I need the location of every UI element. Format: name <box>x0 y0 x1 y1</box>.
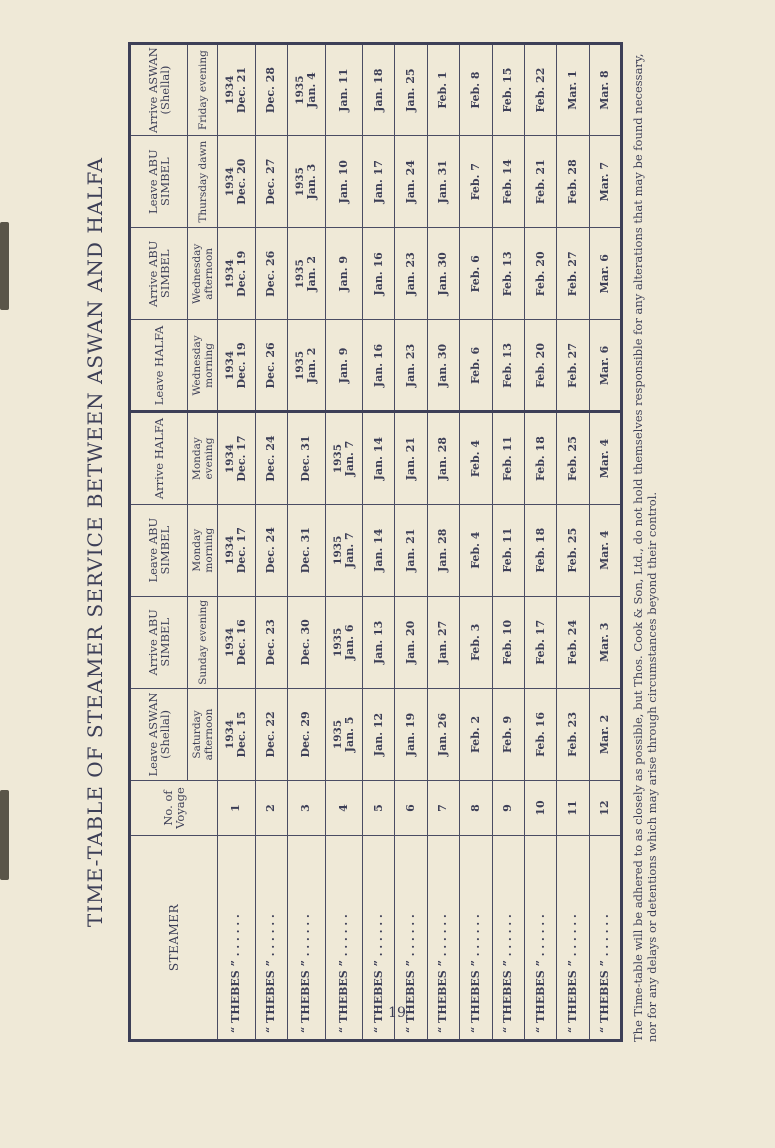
date-label: Dec. 24 <box>264 527 278 574</box>
date-label: Jan. 12 <box>371 712 385 757</box>
date-label: Dec. 16 <box>235 619 249 666</box>
date-label: Feb. 3 <box>468 623 482 661</box>
date-label: Jan. 26 <box>436 712 450 757</box>
date-label: Feb. 27 <box>565 251 579 297</box>
day-label: Thursday dawn <box>188 136 218 228</box>
date-label: Feb. 23 <box>565 712 579 757</box>
date-label: Jan. 23 <box>404 343 418 388</box>
date-cell <box>325 688 363 780</box>
column-header: Leave ABU SIMBEL <box>130 504 188 596</box>
date-cell <box>589 44 621 136</box>
date-cell <box>325 412 363 504</box>
date-label: Feb. 20 <box>533 251 547 297</box>
date-cell <box>492 688 524 780</box>
steamer-name: “ THEBES ” . . . . . . <box>218 836 256 1041</box>
date-label: Dec. 31 <box>299 527 313 574</box>
date-cell <box>325 504 363 596</box>
date-label: Jan. 21 <box>404 436 418 481</box>
voyage-number: 10 <box>524 781 556 836</box>
date-label: Jan. 16 <box>371 343 385 388</box>
table-row <box>557 44 589 1041</box>
steamer-name: “ THEBES ” . . . . . . <box>557 836 589 1041</box>
date-label: Feb. 21 <box>533 159 547 205</box>
date-cell <box>427 504 459 596</box>
date-label: Feb. 11 <box>501 436 515 481</box>
year-label: 1934 <box>224 627 237 657</box>
date-label: Jan. 11 <box>336 68 350 112</box>
date-label: Feb. 4 <box>468 531 482 569</box>
date-label: Jan. 10 <box>336 160 350 204</box>
steamer-name: “ THEBES ” . . . . . . <box>589 836 621 1041</box>
date-cell <box>557 412 589 504</box>
column-header: Arrive ASWAN (Shellal) <box>130 44 188 136</box>
date-cell <box>460 228 492 320</box>
date-cell <box>589 688 621 780</box>
date-cell <box>395 136 427 228</box>
date-label: Feb. 6 <box>468 255 482 293</box>
voyage-header: No. of Voyage <box>130 781 218 836</box>
date-cell <box>589 596 621 688</box>
date-label: Feb. 25 <box>565 527 579 573</box>
date-cell <box>460 412 492 504</box>
date-cell <box>524 44 556 136</box>
date-cell <box>255 504 287 596</box>
date-label: Feb. 28 <box>565 159 579 205</box>
date-label: Dec. 24 <box>264 435 278 482</box>
date-cell <box>557 228 589 320</box>
date-label: Jan. 20 <box>404 620 418 664</box>
steamer-name: “ THEBES ” . . . . . . <box>524 836 556 1041</box>
date-cell <box>363 136 395 228</box>
date-cell <box>589 228 621 320</box>
date-cell <box>427 228 459 320</box>
table-row <box>287 44 325 1041</box>
date-cell <box>287 136 325 228</box>
date-label: Dec. 30 <box>299 619 313 666</box>
table-row <box>395 44 427 1041</box>
date-cell <box>363 596 395 688</box>
voyage-number: 1 <box>218 781 256 836</box>
date-label: Feb. 11 <box>501 527 515 573</box>
date-label: Jan. 6 <box>342 624 356 661</box>
date-label: Feb. 8 <box>468 71 482 109</box>
header-row <box>130 44 188 1041</box>
date-label: Jan. 24 <box>404 160 418 204</box>
table-row <box>460 44 492 1041</box>
timetable <box>128 42 623 1042</box>
day-label: Saturday afternoon <box>188 688 218 780</box>
date-label: Mar. 4 <box>597 530 611 570</box>
date-cell <box>287 412 325 504</box>
year-label: 1934 <box>224 350 237 381</box>
date-label: Jan. 21 <box>404 528 418 572</box>
date-label: Jan. 2 <box>305 347 319 384</box>
steamer-name: “ THEBES ” . . . . . . <box>460 836 492 1041</box>
timetable-body <box>218 44 622 1041</box>
date-cell <box>395 596 427 688</box>
date-cell <box>218 504 256 596</box>
date-cell <box>589 412 621 504</box>
date-label: Feb. 24 <box>565 619 579 665</box>
date-cell <box>395 44 427 136</box>
date-label: Jan. 9 <box>336 255 350 292</box>
date-cell <box>395 412 427 504</box>
year-label: 1935 <box>294 167 307 197</box>
date-cell <box>524 412 556 504</box>
year-label: 1935 <box>294 259 307 289</box>
date-cell <box>255 320 287 412</box>
steamer-name: “ THEBES ” . . . . . . <box>287 836 325 1041</box>
date-label: Jan. 13 <box>371 620 385 664</box>
date-label: Mar. 7 <box>597 161 611 202</box>
day-label: Wednesday afternoon <box>188 228 218 320</box>
date-cell <box>255 412 287 504</box>
date-cell <box>363 688 395 780</box>
voyage-number: 4 <box>325 781 363 836</box>
date-label: Jan. 7 <box>342 532 356 569</box>
year-label: 1935 <box>294 75 307 105</box>
date-cell <box>255 228 287 320</box>
date-label: Jan. 27 <box>436 620 450 664</box>
date-cell <box>218 136 256 228</box>
date-cell <box>492 596 524 688</box>
table-row <box>255 44 287 1041</box>
date-cell <box>460 504 492 596</box>
date-cell <box>524 228 556 320</box>
date-cell <box>287 320 325 412</box>
voyage-number: 2 <box>255 781 287 836</box>
date-label: Feb. 1 <box>436 71 450 109</box>
date-label: Feb. 17 <box>533 619 547 665</box>
date-cell <box>589 320 621 412</box>
date-label: Feb. 22 <box>533 67 547 113</box>
date-label: Feb. 18 <box>533 436 547 481</box>
year-label: 1935 <box>331 719 344 750</box>
date-cell <box>287 688 325 780</box>
date-label: Feb. 20 <box>533 343 547 388</box>
date-cell <box>395 504 427 596</box>
date-label: Feb. 2 <box>468 715 482 754</box>
year-label: 1934 <box>224 75 237 105</box>
date-label: Mar. 6 <box>597 254 611 294</box>
disclaimer-note: The Time-table will be adhered to as closely as possible, but Thos. Cook & Son, Ltd., do not hold themselves responsible for any alterations that may be found necessary, nor for any delays or detentions which may arise through circumstances beyond their control. <box>631 53 659 1042</box>
date-label: Feb. 25 <box>565 436 579 481</box>
date-cell <box>255 596 287 688</box>
steamer-name: “ THEBES ” . . . . . . <box>395 836 427 1041</box>
date-cell <box>363 44 395 136</box>
page-title: TIME-TABLE OF STEAMER SERVICE BETWEEN ASWAN AND HALFA <box>83 156 107 928</box>
date-cell <box>325 228 363 320</box>
date-cell <box>363 228 395 320</box>
date-label: Jan. 23 <box>404 252 418 296</box>
date-label: Dec. 17 <box>235 527 249 574</box>
steamer-header: STEAMER <box>130 836 218 1041</box>
date-cell <box>460 44 492 136</box>
table-row <box>363 44 395 1041</box>
date-label: Jan. 7 <box>342 440 356 477</box>
date-cell <box>524 596 556 688</box>
voyage-number: 7 <box>427 781 459 836</box>
date-cell <box>557 688 589 780</box>
voyage-number: 9 <box>492 781 524 836</box>
voyage-number: 8 <box>460 781 492 836</box>
date-cell <box>218 228 256 320</box>
voyage-number: 5 <box>363 781 395 836</box>
date-cell <box>589 504 621 596</box>
date-label: Jan. 18 <box>371 68 385 112</box>
date-cell <box>218 44 256 136</box>
table-row <box>427 44 459 1041</box>
date-cell <box>363 412 395 504</box>
date-cell <box>460 688 492 780</box>
date-cell <box>492 228 524 320</box>
date-cell <box>524 688 556 780</box>
year-label: 1934 <box>224 719 237 750</box>
date-label: Dec. 20 <box>235 158 249 205</box>
column-header: Arrive ABU SIMBEL <box>130 596 188 688</box>
date-label: Dec. 31 <box>299 435 313 482</box>
year-label: 1934 <box>224 167 237 197</box>
date-cell <box>492 320 524 412</box>
date-cell <box>218 412 256 504</box>
date-cell <box>427 136 459 228</box>
date-cell <box>492 136 524 228</box>
date-label: Dec. 19 <box>235 342 249 389</box>
date-cell <box>363 504 395 596</box>
date-cell <box>557 320 589 412</box>
column-header: Leave ABU SIMBEL <box>130 136 188 228</box>
table-row <box>589 44 621 1041</box>
year-label: 1935 <box>294 350 307 381</box>
date-label: Dec. 21 <box>235 66 249 114</box>
table-row <box>325 44 363 1041</box>
day-label: Wednesday morning <box>188 320 218 412</box>
date-label: Feb. 13 <box>501 343 515 388</box>
date-cell <box>492 504 524 596</box>
voyage-number: 12 <box>589 781 621 836</box>
date-label: Jan. 16 <box>371 252 385 296</box>
steamer-name: “ THEBES ” . . . . . . <box>255 836 287 1041</box>
date-label: Dec. 17 <box>235 435 249 482</box>
date-label: Dec. 28 <box>264 66 278 114</box>
date-label: Jan. 5 <box>342 716 356 753</box>
year-label: 1935 <box>331 443 344 474</box>
date-label: Jan. 30 <box>436 343 450 388</box>
day-label: Monday evening <box>188 412 218 504</box>
voyage-number: 11 <box>557 781 589 836</box>
date-label: Jan. 4 <box>305 72 319 108</box>
date-cell <box>287 228 325 320</box>
binding-mark <box>0 222 9 310</box>
date-cell <box>255 688 287 780</box>
date-cell <box>427 596 459 688</box>
binding-mark <box>0 790 9 880</box>
date-cell <box>492 44 524 136</box>
steamer-name: “ THEBES ” . . . . . . <box>427 836 459 1041</box>
rotated-page <box>78 42 678 1042</box>
date-label: Feb. 9 <box>501 715 515 754</box>
date-label: Jan. 14 <box>371 528 385 572</box>
date-cell <box>395 320 427 412</box>
date-label: Dec. 23 <box>264 619 278 666</box>
column-header: Arrive HALFA <box>130 412 188 504</box>
date-label: Mar. 3 <box>597 622 611 663</box>
steamer-name: “ THEBES ” . . . . . . <box>492 836 524 1041</box>
date-label: Feb. 14 <box>501 159 515 205</box>
column-header: Leave HALFA <box>130 320 188 412</box>
date-cell <box>325 596 363 688</box>
date-label: Dec. 15 <box>235 711 249 758</box>
date-label: Dec. 22 <box>264 711 278 758</box>
date-label: Feb. 15 <box>501 67 515 113</box>
date-label: Jan. 28 <box>436 528 450 572</box>
voyage-number: 3 <box>287 781 325 836</box>
column-header: Arrive ABU SIMBEL <box>130 228 188 320</box>
date-cell <box>524 136 556 228</box>
date-cell <box>427 688 459 780</box>
date-label: Jan. 31 <box>436 160 450 204</box>
date-label: Jan. 9 <box>336 347 350 384</box>
date-label: Dec. 26 <box>264 250 278 297</box>
year-label: 1934 <box>224 259 237 289</box>
date-cell <box>255 136 287 228</box>
date-cell <box>218 320 256 412</box>
steamer-name: “ THEBES ” . . . . . . <box>325 836 363 1041</box>
date-label: Dec. 29 <box>299 711 313 758</box>
date-label: Jan. 17 <box>371 160 385 204</box>
table-row <box>218 44 256 1041</box>
date-label: Feb. 27 <box>565 343 579 388</box>
date-cell <box>557 44 589 136</box>
column-header: Leave ASWAN (Shellal) <box>130 688 188 780</box>
date-cell <box>395 688 427 780</box>
date-cell <box>427 320 459 412</box>
day-label: Friday evening <box>188 44 218 136</box>
table-row <box>524 44 556 1041</box>
date-cell <box>427 412 459 504</box>
date-cell <box>460 320 492 412</box>
steamer-name: “ THEBES ” . . . . . . <box>363 836 395 1041</box>
date-label: Jan. 2 <box>305 255 319 292</box>
date-label: Jan. 3 <box>305 163 319 200</box>
date-label: Mar. 1 <box>565 70 579 110</box>
year-label: 1934 <box>224 535 237 565</box>
date-cell <box>557 136 589 228</box>
date-cell <box>325 44 363 136</box>
date-label: Jan. 28 <box>436 436 450 481</box>
voyage-number: 6 <box>395 781 427 836</box>
date-label: Jan. 25 <box>404 68 418 112</box>
date-cell <box>325 320 363 412</box>
date-cell <box>460 596 492 688</box>
date-cell <box>287 44 325 136</box>
day-label: Sunday evening <box>188 596 218 688</box>
date-cell <box>589 136 621 228</box>
date-label: Jan. 30 <box>436 252 450 296</box>
date-label: Feb. 16 <box>533 712 547 757</box>
date-cell <box>287 504 325 596</box>
date-cell <box>218 596 256 688</box>
date-cell <box>524 320 556 412</box>
year-label: 1935 <box>331 627 344 657</box>
date-cell <box>460 136 492 228</box>
date-label: Dec. 26 <box>264 342 278 389</box>
date-label: Mar. 4 <box>597 438 611 479</box>
table-row <box>492 44 524 1041</box>
date-label: Dec. 19 <box>235 250 249 297</box>
page-number: 19 <box>388 1005 406 1021</box>
year-label: 1935 <box>331 535 344 565</box>
date-cell <box>427 44 459 136</box>
date-label: Feb. 6 <box>468 346 482 385</box>
date-cell <box>557 504 589 596</box>
date-cell <box>325 136 363 228</box>
date-label: Dec. 27 <box>264 158 278 205</box>
date-label: Feb. 4 <box>468 439 482 478</box>
date-cell <box>218 688 256 780</box>
date-label: Mar. 8 <box>597 70 611 110</box>
date-label: Feb. 7 <box>468 163 482 201</box>
date-cell <box>557 596 589 688</box>
date-label: Jan. 19 <box>404 712 418 757</box>
date-cell <box>395 228 427 320</box>
date-cell <box>492 412 524 504</box>
date-label: Feb. 13 <box>501 251 515 297</box>
date-cell <box>524 504 556 596</box>
date-cell <box>287 596 325 688</box>
year-label: 1934 <box>224 443 237 474</box>
date-label: Jan. 14 <box>371 436 385 481</box>
date-cell <box>363 320 395 412</box>
date-label: Mar. 2 <box>597 714 611 755</box>
date-label: Feb. 18 <box>533 527 547 573</box>
day-label: Monday morning <box>188 504 218 596</box>
date-label: Feb. 10 <box>501 619 515 665</box>
date-label: Mar. 6 <box>597 345 611 386</box>
date-cell <box>255 44 287 136</box>
